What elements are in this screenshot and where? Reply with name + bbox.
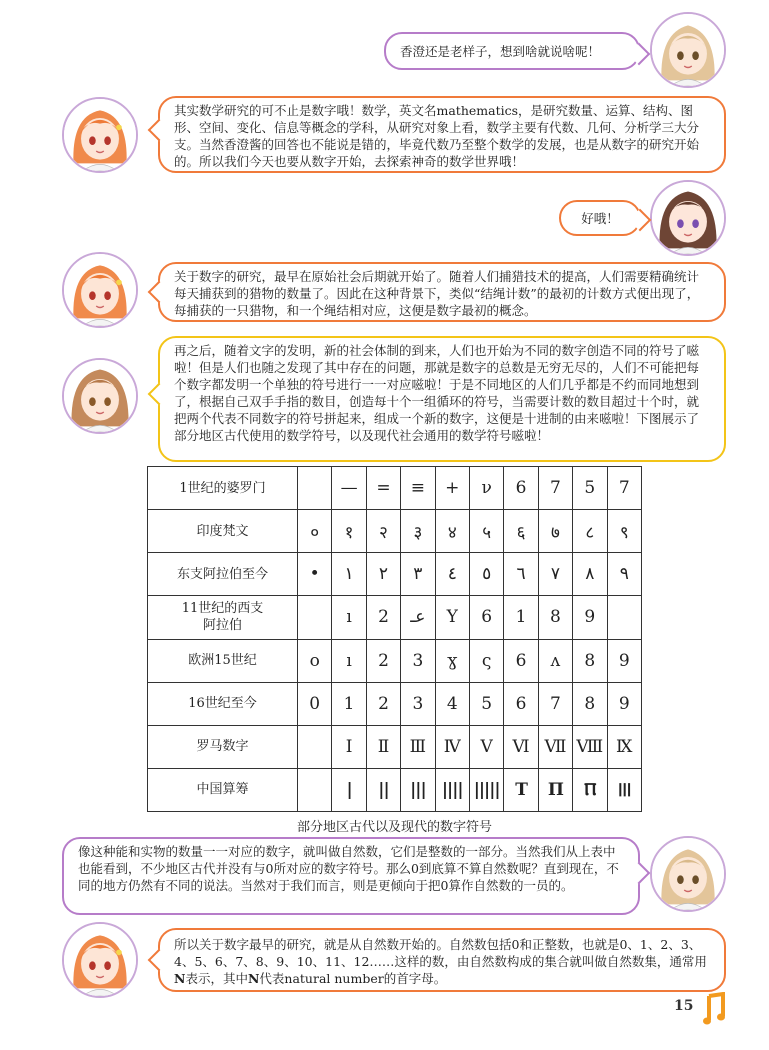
numeral-cell: 1 [504,596,538,639]
girl-portrait-icon [652,14,724,86]
avatar-orange-girl [62,922,138,998]
dialog-text-7: 所以关于数字最早的研究，就是从自然数开始的。自然数包括0和正整数，也就是0、1、2、3、4、5、6、7、8、9、10、11、12……这样的数，由自然数构成的集合就叫做自然数集，通常用N表示，其中N代表natural number的首字母。 [174,937,707,986]
row-label: 罗马数字 [148,725,298,768]
avatar-brown-girl [650,180,726,256]
row-label: 11世纪的西支 阿拉伯 [148,596,298,639]
numeral-cell: |||| [435,768,469,811]
table-row [148,682,642,725]
numeral-cell: 6 [504,682,538,725]
numeral-cell: ३ [401,510,435,553]
numeral-cell: 1 [332,682,366,725]
numeral-cell: عـ [401,596,435,639]
row-label: 印度梵文 [148,510,298,553]
numeral-cell [298,725,332,768]
numeral-cell: ʌ [538,639,572,682]
numeral-cell: ९ [607,510,641,553]
table-row [148,553,642,596]
numeral-cell: ٣ [401,553,435,596]
numeral-cell: 6 [504,467,538,510]
numeral-cell: ||| [401,768,435,811]
girl-portrait-icon [64,254,136,326]
girl-portrait-icon [652,838,724,910]
dialog-text-1: 香澄还是老样子，想到啥就说啥呢！ [400,44,601,59]
dialog-bubble-4 [158,262,726,322]
numeral-cell: 7 [538,467,572,510]
numeral-cell: ٦ [504,553,538,596]
numeral-cell: ० [298,510,332,553]
numeral-cell: 3 [401,639,435,682]
girl-portrait-icon [64,924,136,996]
numeral-cell: 4 [435,682,469,725]
numeral-cell: ν [469,467,503,510]
dialog-bubble-7 [158,928,726,992]
numeral-cell: 2 [366,682,400,725]
numeral-cell: ς [469,639,503,682]
numeral-cell: Ⅲ [401,725,435,768]
numeral-cell: ≡ [401,467,435,510]
avatar-tanned-girl [650,12,726,88]
numeral-cell: Ⅳ [435,725,469,768]
numeral-cell: T [504,768,538,811]
numeral-cell: • [298,553,332,596]
table-caption: 部分地区古代以及现代的数字符号 [296,820,492,835]
table-row [148,768,642,811]
numeral-cell: | [332,768,366,811]
numeral-cell: 9 [607,639,641,682]
numeral-cell: ٥ [469,553,503,596]
numeral-cell: Ⲽ [607,768,641,811]
table-row [148,639,642,682]
dialog-bubble-1 [384,32,640,70]
numeral-cell: Ⅶ [538,725,572,768]
numeral-cell: — [332,467,366,510]
numeral-cell: Ⅴ [469,725,503,768]
numeral-cell: Ⅵ [504,725,538,768]
dialog-text-6: 像这种能和实物的数量一一对应的数字，就叫做自然数，它们是整数的一部分。当然我们从上表中也能看到，不少地区古代并没有与0所对应的数字符号。那么0到底算不算自然数呢？直到现在，不同的地方仍然有不同的说法。当然对于我们而言，则是更倾向于把0算作自然数的一员的。 [78,844,619,893]
table-row [148,510,642,553]
numeral-cell: ı [332,639,366,682]
numeral-cell: ٢ [366,553,400,596]
girl-portrait-icon [652,182,724,254]
row-label: 1世纪的婆罗门 [148,467,298,510]
numeral-cell: Ⲡ [573,768,607,811]
numeral-cell: + [435,467,469,510]
numeral-cell: 5 [573,467,607,510]
dialog-bubble-5 [158,336,726,462]
numeral-cell: १ [332,510,366,553]
numeral-cell: Ⅱ [366,725,400,768]
numeral-cell: Ⅷ [573,725,607,768]
dialog-bubble-2 [158,96,726,173]
page-number: 15 [674,998,694,1014]
girl-portrait-icon [64,99,136,171]
numeral-cell: 3 [401,682,435,725]
numeral-cell: ٧ [538,553,572,596]
numeral-cell: Ⅸ [607,725,641,768]
numeral-cell: 9 [607,682,641,725]
row-label: 中国算筹 [148,768,298,811]
dialog-text-3: 好哦！ [581,211,619,226]
numeral-cell: ٤ [435,553,469,596]
dialog-text-5: 再之后，随着文字的发明，新的社会体制的到来，人们也开始为不同的数字创造不同的符号了嗞啦！但是人们也随之发现了其中存在的问题，那就是数字的总数是无穷无尽的，人们不可能把每个数字都发明一个单独的符号进行一一对应嗞啦！于是不同地区的人们几乎都是不约而同地想到了，根据自己双手手指的数目，创造每十个一组循环的符号，当需要计数的数目超过十个时，就把两个代表不同数字的符号拼起来，组成一个新的数字，这便是十进制的由来嗞啦！下图展示了部分地区古代使用的数学符号，以及现代社会通用的数学符号嗞啦！ [174,343,700,443]
numeral-cell: ६ [504,510,538,553]
numeral-cell: ı [332,596,366,639]
numeral-table [147,466,642,812]
numeral-cell: 2 [366,596,400,639]
avatar-orange-girl [62,252,138,328]
girl-portrait-icon [64,360,136,432]
numeral-cell: 6 [504,639,538,682]
numeral-cell: ١ [332,553,366,596]
numeral-cell: 5 [469,682,503,725]
numeral-cell: ٨ [573,553,607,596]
numeral-cell: || [366,768,400,811]
dialog-text-2: 其实数学研究的可不止是数字哦！数学，英文名mathematics，是研究数量、运算、结构、图形、空间、变化、信息等概念的学科，从研究对象上看，数学主要有代数、几何、分析学三大分支。当然香澄酱的回答也不能说是错的，毕竟代数乃至整个数学的发展，也是从数字的研究开始的。所以我们今天也要从数字开始，去探索神奇的数学世界哦！ [174,103,700,169]
numeral-cell: ७ [538,510,572,553]
numeral-cell: 2 [366,639,400,682]
numeral-cell [298,768,332,811]
avatar-light-brown-girl [62,358,138,434]
music-note-icon [703,992,727,1026]
table-row [148,467,642,510]
numeral-cell: 8 [538,596,572,639]
table-row [148,725,642,768]
avatar-orange-girl [62,97,138,173]
numeral-cell: 9 [573,596,607,639]
numeral-cell: 6 [469,596,503,639]
avatar-tanned-girl [650,836,726,912]
numeral-cell: 8 [573,682,607,725]
row-label: 欧洲15世纪 [148,639,298,682]
numeral-cell: 0 [298,682,332,725]
numeral-cell: २ [366,510,400,553]
numeral-cell: ٩ [607,553,641,596]
numeral-cell [298,467,332,510]
numeral-cell: Π [538,768,572,811]
numeral-cell: ५ [469,510,503,553]
numeral-cell: ८ [573,510,607,553]
numeral-cell: Y [435,596,469,639]
row-label: 东支阿拉伯至今 [148,553,298,596]
row-label: 16世纪至今 [148,682,298,725]
table-row [148,596,642,639]
numeral-cell: ||||| [469,768,503,811]
dialog-text-4: 关于数字的研究，最早在原始社会后期就开始了。随着人们捕猎技术的提高，人们需要精确统计每天捕获到的猎物的数量了。因此在这种背景下，类似“结绳计数”的最初的计数方式便出现了，每捕获的一只猎物，和一个绳结相对应，这便是数字最初的概念。 [174,269,700,318]
numeral-cell [298,596,332,639]
numeral-cell: 7 [538,682,572,725]
numeral-cell [607,596,641,639]
numeral-cell: Ⅰ [332,725,366,768]
numeral-cell: 7 [607,467,641,510]
numeral-cell: 8 [573,639,607,682]
dialog-bubble-3 [559,200,641,236]
numeral-cell: ɣ [435,639,469,682]
dialog-bubble-6 [62,837,640,915]
numeral-cell: = [366,467,400,510]
numeral-cell: ४ [435,510,469,553]
numeral-cell: o [298,639,332,682]
